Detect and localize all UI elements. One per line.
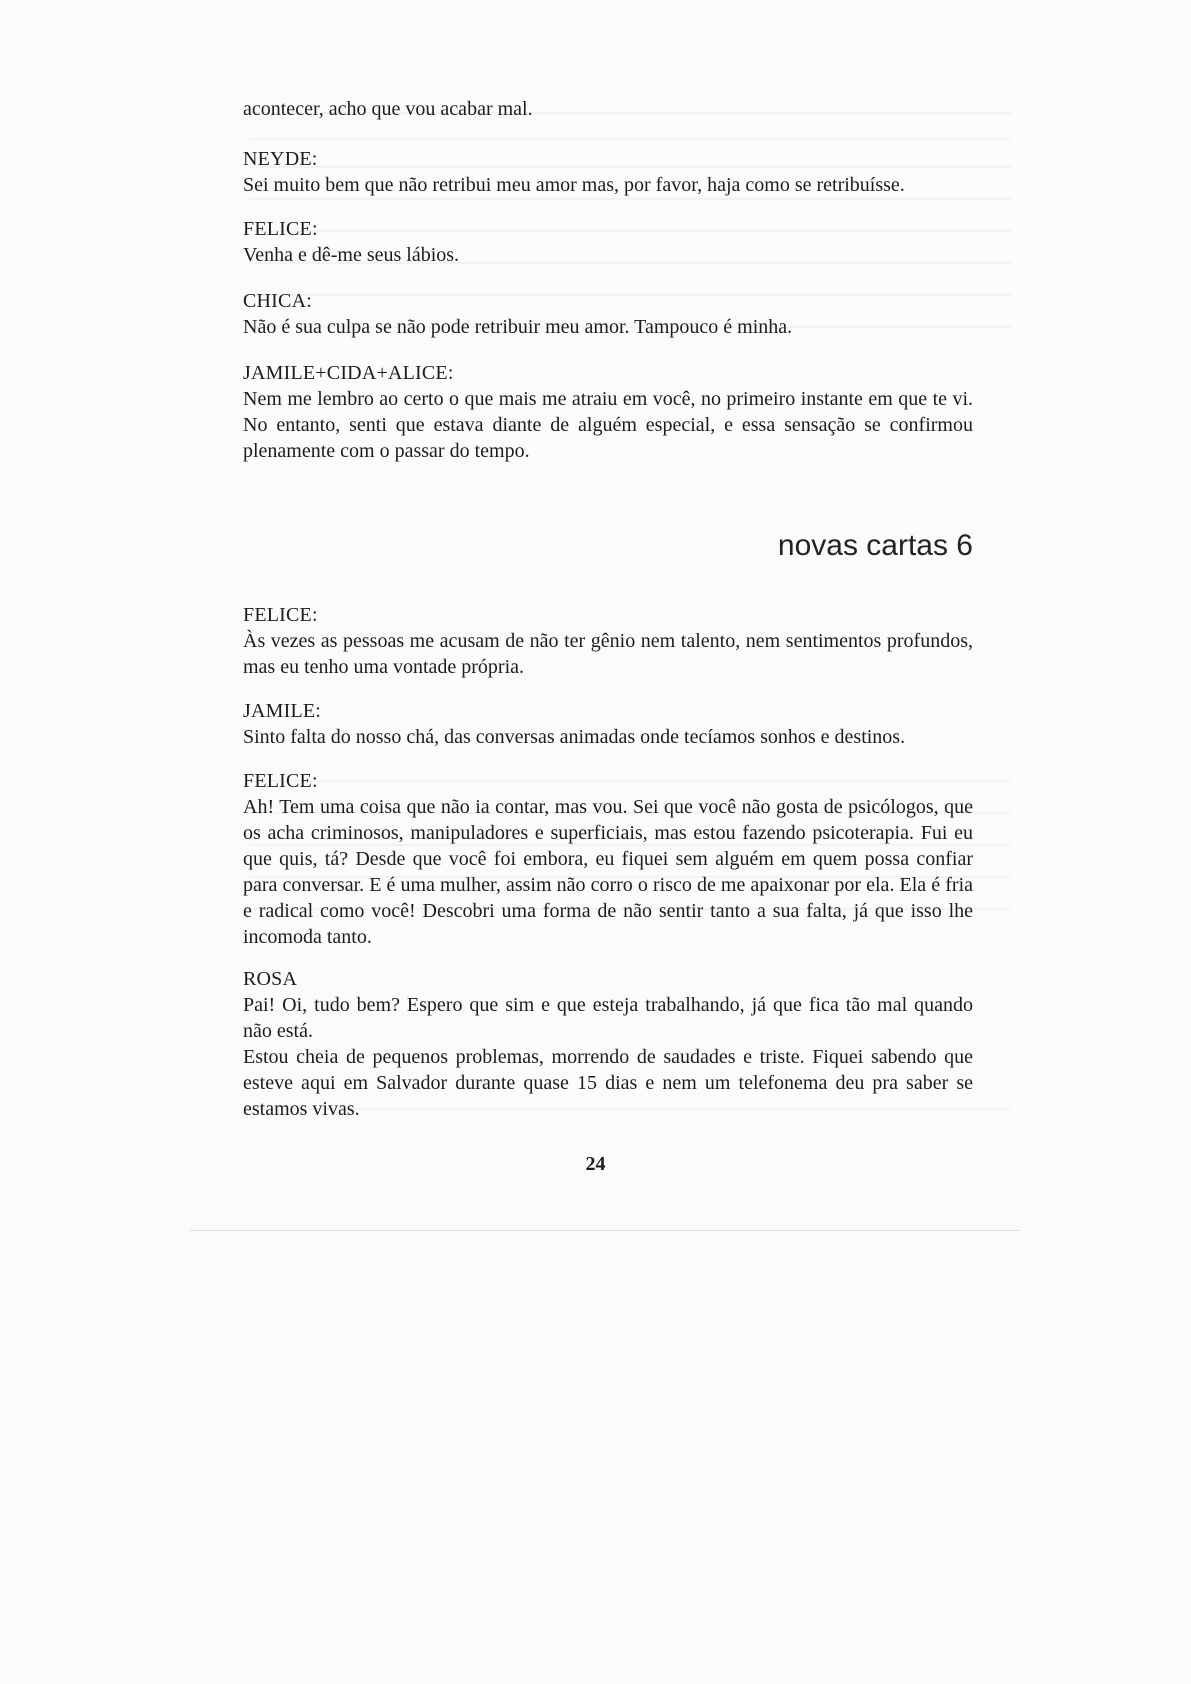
scan-edge-line [190,1230,1020,1231]
dialogue-text: Pai! Oi, tudo bem? Espero que sim e que esteja trabalhando, já que fica tão mal quando não está. [243,994,973,1042]
speaker-name: CHICA: [243,290,312,312]
speaker-name: JAMILE+CIDA+ALICE: [243,362,454,384]
speaker-name: NEYDE: [243,148,318,170]
dialogue-text: Nem me lembro ao certo o que mais me atraiu em você, no primeiro instante em que te vi. No entanto, senti que estava diante de alguém especial, e essa sensação se confirmou plenamente com o passar do tempo. [243,388,973,462]
bleed-through-line [250,198,1011,200]
dialogue-block [243,602,973,680]
dialogue-text: Venha e dê-me seus lábios. [243,244,460,266]
dialogue-block [243,146,973,198]
speaker-name: FELICE: [243,770,318,792]
dialogue-block [243,288,973,340]
speaker-name: FELICE: [243,218,318,240]
speaker-name: JAMILE: [243,700,322,722]
dialogue-block [243,216,973,268]
bleed-through-line [250,138,1011,140]
dialogue-text: Não é sua culpa se não pode retribuir meu amor. Tampouco é minha. [243,316,793,338]
dialogue-block [243,768,973,950]
dialogue-text: Sinto falta do nosso chá, das conversas animadas onde tecíamos sonhos e destinos. [243,726,906,748]
page-number: 24 [585,1153,606,1175]
dialogue-block [243,698,973,750]
opening-line: acontecer, acho que vou acabar mal. [243,98,533,120]
speaker-name: ROSA [243,968,298,990]
speaker-name: FELICE: [243,604,318,626]
section-title: novas cartas 6 [777,529,973,562]
dialogue-text: Sei muito bem que não retribui meu amor mas, por favor, haja como se retribuísse. [243,174,905,196]
dialogue-text: Estou cheia de pequenos problemas, morrendo de saudades e triste. Fiquei sabendo que esteve aqui em Salvador durante quase 15 dias e nem um telefonema deu pra saber se estamos vivas. [243,1046,973,1120]
dialogue-block [243,966,973,1122]
dialogue-text: Às vezes as pessoas me acusam de não ter gênio nem talento, nem sentimentos profundos, mas eu tenho uma vontade própria. [243,630,973,678]
dialogue-block [243,360,973,464]
dialogue-text: Ah! Tem uma coisa que não ia contar, mas vou. Sei que você não gosta de psicólogos, que os acha criminosos, manipuladores e superficiais, mas estou fazendo psicoterapia. Fui eu que quis, tá? Desde que você foi embora, eu fiquei sem alguém em quem possa confiar para conversar. E é uma mulher, assim não corro o risco de me apaixonar por ela. Ela é fria e radical como você! Descobri uma forma de não sentir tanto a sua falta, já que isso lhe incomoda tanto. [243,796,973,948]
